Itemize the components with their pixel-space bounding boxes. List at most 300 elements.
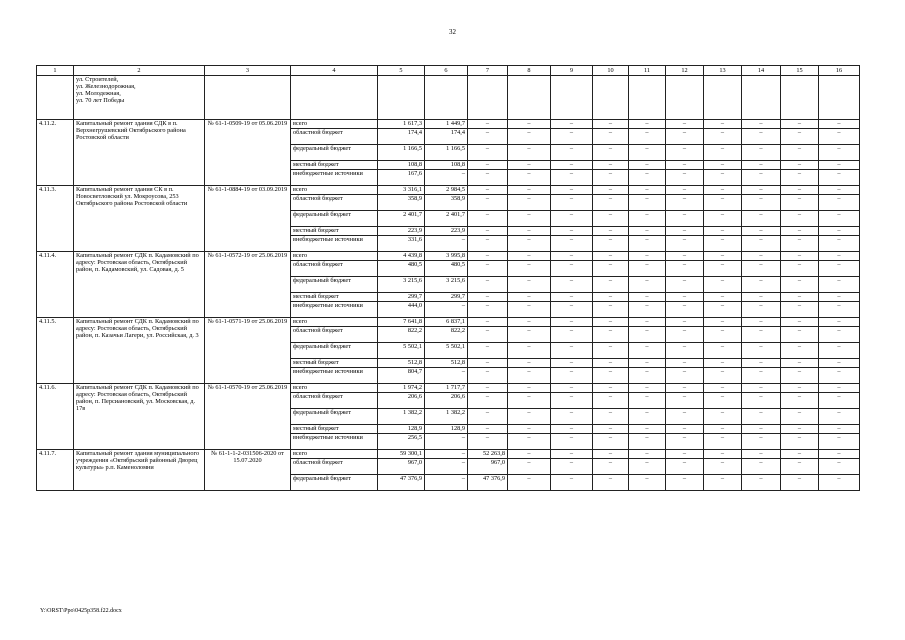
item-number-empty [37, 76, 74, 120]
value-cell: – [551, 186, 593, 195]
value-total: 7 641,8 [378, 318, 425, 327]
value-cell: – [551, 145, 593, 161]
value-cell: – [666, 302, 704, 318]
funding-source: внебюджетные источники [291, 236, 378, 252]
value-cell: – [704, 293, 742, 302]
value-cell: – [508, 425, 551, 434]
empty-cell [781, 76, 819, 120]
value-cell: – [551, 384, 593, 393]
empty-cell [378, 76, 425, 120]
value-cell: – [666, 161, 704, 170]
value-cell: – [629, 261, 666, 277]
empty-cell [551, 76, 593, 120]
value-cell: – [781, 211, 819, 227]
value-cell: – [551, 343, 593, 359]
value-cell: – [781, 195, 819, 211]
funding-source: федеральный бюджет [291, 409, 378, 425]
value-cell: – [629, 393, 666, 409]
value-cell: – [551, 459, 593, 475]
value-cell: – [742, 409, 781, 425]
value-cell: – [704, 227, 742, 236]
item-document: № 61-1-0572-19 от 25.06.2019 [205, 252, 291, 318]
value-cell: – [704, 170, 742, 186]
value-cell: – [593, 318, 629, 327]
value-cell: – [704, 252, 742, 261]
value-cell: – [551, 195, 593, 211]
value-cell: – [593, 434, 629, 450]
value-cell: – [742, 145, 781, 161]
empty-cell [666, 76, 704, 120]
item-number: 4.11.5. [37, 318, 74, 384]
value-cell: – [666, 293, 704, 302]
value-col7: – [468, 384, 508, 393]
table-row [37, 252, 860, 261]
funding-source: внебюджетные источники [291, 368, 378, 384]
value-cell: – [781, 475, 819, 491]
funding-source: областной бюджет [291, 459, 378, 475]
value-total: 3 316,1 [378, 186, 425, 195]
value-cell: – [742, 161, 781, 170]
value-cell: – [508, 475, 551, 491]
value-cell: – [819, 393, 860, 409]
value-total: 822,2 [378, 327, 425, 343]
value-cell: – [593, 293, 629, 302]
value-total: 299,7 [378, 293, 425, 302]
value-cell: – [781, 186, 819, 195]
value-col7: – [468, 186, 508, 195]
value-cell: – [704, 425, 742, 434]
value-cell: – [742, 368, 781, 384]
item-name: Капитальный ремонт здания СДК в п. Верхнегрушевский Октябрьского района Ростовской области [74, 120, 205, 186]
value-cell: – [666, 186, 704, 195]
value-cell: – [551, 161, 593, 170]
value-cell: – [629, 459, 666, 475]
value-cell: – [781, 368, 819, 384]
empty-cell [468, 76, 508, 120]
value-cell: – [551, 393, 593, 409]
value-cell: – [508, 129, 551, 145]
funding-source: областной бюджет [291, 195, 378, 211]
value-cell: – [819, 343, 860, 359]
value-cell: – [508, 227, 551, 236]
value-total: 256,5 [378, 434, 425, 450]
value-cell: – [629, 227, 666, 236]
value-cell: – [593, 475, 629, 491]
value-total: 223,9 [378, 227, 425, 236]
value-cell: – [704, 261, 742, 277]
funding-source: всего [291, 450, 378, 459]
funding-source: областной бюджет [291, 261, 378, 277]
value-cell: – [819, 170, 860, 186]
empty-cell [704, 76, 742, 120]
value-cell: – [704, 368, 742, 384]
value-cell: – [742, 450, 781, 459]
value-col6: – [425, 475, 468, 491]
value-cell: – [742, 318, 781, 327]
value-cell: – [819, 252, 860, 261]
funding-source: всего [291, 186, 378, 195]
value-cell: – [629, 293, 666, 302]
value-total: 3 215,6 [378, 277, 425, 293]
value-cell: – [666, 236, 704, 252]
value-cell: – [629, 384, 666, 393]
value-cell: – [508, 434, 551, 450]
value-col6: 2 984,5 [425, 186, 468, 195]
value-cell: – [508, 450, 551, 459]
value-col6: 480,5 [425, 261, 468, 277]
value-cell: – [704, 302, 742, 318]
value-total: 512,8 [378, 359, 425, 368]
value-cell: – [629, 252, 666, 261]
value-cell: – [551, 120, 593, 129]
value-cell: – [704, 129, 742, 145]
value-cell: – [819, 475, 860, 491]
value-cell: – [819, 359, 860, 368]
empty-cell [291, 76, 378, 120]
value-total: 128,9 [378, 425, 425, 434]
value-total: 108,8 [378, 161, 425, 170]
value-cell: – [819, 195, 860, 211]
table-row [37, 120, 860, 129]
funding-source: всего [291, 120, 378, 129]
column-number: 8 [508, 66, 551, 76]
funding-source: областной бюджет [291, 129, 378, 145]
funding-source: местный бюджет [291, 359, 378, 368]
value-cell: – [819, 425, 860, 434]
value-cell: – [508, 120, 551, 129]
empty-cell [593, 76, 629, 120]
value-cell: – [781, 434, 819, 450]
page-number: 32 [449, 28, 456, 36]
value-cell: – [666, 252, 704, 261]
value-total: 1 974,2 [378, 384, 425, 393]
funding-source: федеральный бюджет [291, 145, 378, 161]
value-col7: – [468, 409, 508, 425]
value-col7: – [468, 359, 508, 368]
value-cell: – [629, 327, 666, 343]
continuation-row [37, 76, 860, 120]
value-cell: – [551, 318, 593, 327]
column-number: 5 [378, 66, 425, 76]
value-cell: – [666, 318, 704, 327]
value-cell: – [629, 425, 666, 434]
value-cell: – [551, 236, 593, 252]
funding-source: местный бюджет [291, 227, 378, 236]
value-col6: 2 401,7 [425, 211, 468, 227]
value-cell: – [593, 236, 629, 252]
funding-source: областной бюджет [291, 393, 378, 409]
value-cell: – [704, 393, 742, 409]
value-cell: – [593, 277, 629, 293]
value-cell: – [551, 434, 593, 450]
item-document: № 61-1-0570-19 от 25.06.2019 [205, 384, 291, 450]
value-cell: – [781, 129, 819, 145]
value-cell: – [508, 145, 551, 161]
value-cell: – [629, 359, 666, 368]
value-cell: – [593, 227, 629, 236]
value-cell: – [781, 459, 819, 475]
value-cell: – [819, 434, 860, 450]
value-cell: – [819, 302, 860, 318]
value-cell: – [629, 129, 666, 145]
value-cell: – [781, 252, 819, 261]
value-cell: – [508, 393, 551, 409]
value-cell: – [508, 318, 551, 327]
value-cell: – [819, 409, 860, 425]
value-col7: – [468, 343, 508, 359]
value-cell: – [704, 475, 742, 491]
item-number: 4.11.3. [37, 186, 74, 252]
value-cell: – [781, 161, 819, 170]
value-total: 206,6 [378, 393, 425, 409]
item-number: 4.11.2. [37, 120, 74, 186]
value-col7: – [468, 393, 508, 409]
value-cell: – [508, 368, 551, 384]
value-cell: – [666, 475, 704, 491]
value-cell: – [551, 359, 593, 368]
value-cell: – [781, 359, 819, 368]
column-number: 11 [629, 66, 666, 76]
value-col6: 5 502,1 [425, 343, 468, 359]
file-path-footer: Y:\ORST\Ppo\0425p358.f22.docx [40, 608, 122, 614]
funding-source: областной бюджет [291, 327, 378, 343]
value-cell: – [629, 434, 666, 450]
value-col6: 174,4 [425, 129, 468, 145]
value-cell: – [742, 170, 781, 186]
value-cell: – [819, 459, 860, 475]
value-col7: – [468, 277, 508, 293]
value-cell: – [819, 327, 860, 343]
value-col6: 1 166,5 [425, 145, 468, 161]
value-cell: – [593, 393, 629, 409]
value-cell: – [551, 252, 593, 261]
value-cell: – [742, 393, 781, 409]
table-row [37, 186, 860, 195]
value-col6: – [425, 459, 468, 475]
value-cell: – [551, 261, 593, 277]
column-number: 4 [291, 66, 378, 76]
value-cell: – [629, 120, 666, 129]
value-cell: – [508, 277, 551, 293]
value-cell: – [781, 384, 819, 393]
value-cell: – [508, 293, 551, 302]
value-cell: – [666, 409, 704, 425]
value-cell: – [742, 343, 781, 359]
value-cell: – [593, 186, 629, 195]
funding-source: внебюджетные источники [291, 302, 378, 318]
value-cell: – [704, 145, 742, 161]
empty-cell [742, 76, 781, 120]
value-cell: – [508, 359, 551, 368]
value-cell: – [666, 261, 704, 277]
value-cell: – [666, 170, 704, 186]
value-cell: – [704, 434, 742, 450]
value-cell: – [742, 359, 781, 368]
item-name: ул. Строителей, ул. Железнодорожная, ул. Молодежная, ул. 70 лет Победы [74, 76, 205, 120]
value-cell: – [819, 236, 860, 252]
value-cell: – [508, 236, 551, 252]
value-cell: – [742, 293, 781, 302]
value-col6: 3 215,6 [425, 277, 468, 293]
value-cell: – [704, 236, 742, 252]
value-cell: – [551, 211, 593, 227]
value-cell: – [666, 327, 704, 343]
item-document: № 61-1-0884-19 от 03.09.2019 [205, 186, 291, 252]
value-col6: – [425, 368, 468, 384]
value-total: 5 502,1 [378, 343, 425, 359]
empty-cell [629, 76, 666, 120]
value-cell: – [819, 161, 860, 170]
item-number: 4.11.7. [37, 450, 74, 491]
value-cell: – [819, 186, 860, 195]
funding-source: федеральный бюджет [291, 343, 378, 359]
value-cell: – [781, 145, 819, 161]
value-cell: – [593, 145, 629, 161]
value-cell: – [742, 211, 781, 227]
value-cell: – [742, 384, 781, 393]
value-cell: – [781, 277, 819, 293]
value-col6: 1 449,7 [425, 120, 468, 129]
value-cell: – [593, 384, 629, 393]
value-total: 1 617,3 [378, 120, 425, 129]
value-cell: – [742, 252, 781, 261]
value-cell: – [629, 409, 666, 425]
value-cell: – [819, 261, 860, 277]
value-col6: 3 995,8 [425, 252, 468, 261]
item-number: 4.11.6. [37, 384, 74, 450]
value-cell: – [742, 129, 781, 145]
value-col7: – [468, 170, 508, 186]
value-cell: – [666, 459, 704, 475]
value-cell: – [781, 393, 819, 409]
value-col7: – [468, 425, 508, 434]
value-cell: – [629, 318, 666, 327]
value-cell: – [629, 186, 666, 195]
value-cell: – [819, 384, 860, 393]
value-cell: – [629, 145, 666, 161]
value-col6: – [425, 170, 468, 186]
value-cell: – [704, 409, 742, 425]
value-col6: 223,9 [425, 227, 468, 236]
item-name: Капитальный ремонт здания СК в п. Новосветловский ул. Мокроусова, 253 Октябрьского района Ростовской области [74, 186, 205, 252]
value-col7: – [468, 227, 508, 236]
value-col6: 128,9 [425, 425, 468, 434]
value-col7: – [468, 129, 508, 145]
empty-cell [508, 76, 551, 120]
value-cell: – [593, 120, 629, 129]
value-total: 1 382,2 [378, 409, 425, 425]
value-cell: – [742, 261, 781, 277]
value-col7: – [468, 261, 508, 277]
value-cell: – [593, 302, 629, 318]
value-col6: 206,6 [425, 393, 468, 409]
value-col7: – [468, 318, 508, 327]
value-cell: – [666, 277, 704, 293]
value-cell: – [508, 161, 551, 170]
value-cell: – [666, 368, 704, 384]
value-cell: – [666, 425, 704, 434]
funding-source: федеральный бюджет [291, 475, 378, 491]
value-cell: – [593, 343, 629, 359]
value-cell: – [508, 409, 551, 425]
value-cell: – [551, 475, 593, 491]
value-cell: – [593, 459, 629, 475]
value-cell: – [666, 343, 704, 359]
value-cell: – [508, 302, 551, 318]
column-number: 12 [666, 66, 704, 76]
value-col6: 1 382,2 [425, 409, 468, 425]
empty-cell [425, 76, 468, 120]
funding-source: федеральный бюджет [291, 211, 378, 227]
value-cell: – [781, 409, 819, 425]
value-col7: – [468, 211, 508, 227]
column-number: 16 [819, 66, 860, 76]
value-cell: – [742, 327, 781, 343]
value-col7: – [468, 161, 508, 170]
value-cell: – [781, 302, 819, 318]
value-cell: – [666, 393, 704, 409]
item-name: Капитальный ремонт СДК п. Кадамовский по адресу: Ростовская область, Октябрьский район, п. Персиановский, ул. Московская, д. 17в [74, 384, 205, 450]
item-name: Капитальный ремонт СДК п. Кадамовский по адресу: Ростовская область, Октябрьский район, п. Кадамовский, ул. Садовая, д. 5 [74, 252, 205, 318]
value-cell: – [629, 450, 666, 459]
value-cell: – [819, 450, 860, 459]
value-cell: – [742, 236, 781, 252]
value-col7: – [468, 368, 508, 384]
funding-source: местный бюджет [291, 425, 378, 434]
value-cell: – [704, 120, 742, 129]
value-cell: – [781, 120, 819, 129]
value-cell: – [593, 409, 629, 425]
value-cell: – [781, 236, 819, 252]
value-col7: 52 263,8 [468, 450, 508, 459]
item-document: № 61-1-1-2-031506-2020 от 15.07.2020 [205, 450, 291, 491]
value-cell: – [781, 343, 819, 359]
value-cell: – [508, 327, 551, 343]
value-col7: 967,0 [468, 459, 508, 475]
value-cell: – [819, 293, 860, 302]
value-cell: – [819, 318, 860, 327]
value-cell: – [704, 186, 742, 195]
column-number: 14 [742, 66, 781, 76]
table-row [37, 450, 860, 459]
value-cell: – [551, 327, 593, 343]
empty-cell [819, 76, 860, 120]
value-col6: 6 837,1 [425, 318, 468, 327]
value-cell: – [704, 459, 742, 475]
value-cell: – [551, 129, 593, 145]
value-cell: – [593, 170, 629, 186]
value-col7: – [468, 302, 508, 318]
value-cell: – [704, 277, 742, 293]
value-total: 47 376,9 [378, 475, 425, 491]
value-cell: – [819, 277, 860, 293]
value-col7: – [468, 293, 508, 302]
value-cell: – [629, 211, 666, 227]
value-total: 358,9 [378, 195, 425, 211]
value-cell: – [508, 384, 551, 393]
funding-source: местный бюджет [291, 293, 378, 302]
value-cell: – [742, 434, 781, 450]
value-cell: – [704, 327, 742, 343]
value-cell: – [551, 293, 593, 302]
value-cell: – [551, 425, 593, 434]
value-cell: – [629, 277, 666, 293]
value-col7: 47 376,9 [468, 475, 508, 491]
column-number: 10 [593, 66, 629, 76]
value-col7: – [468, 145, 508, 161]
value-cell: – [508, 195, 551, 211]
funding-source: федеральный бюджет [291, 277, 378, 293]
